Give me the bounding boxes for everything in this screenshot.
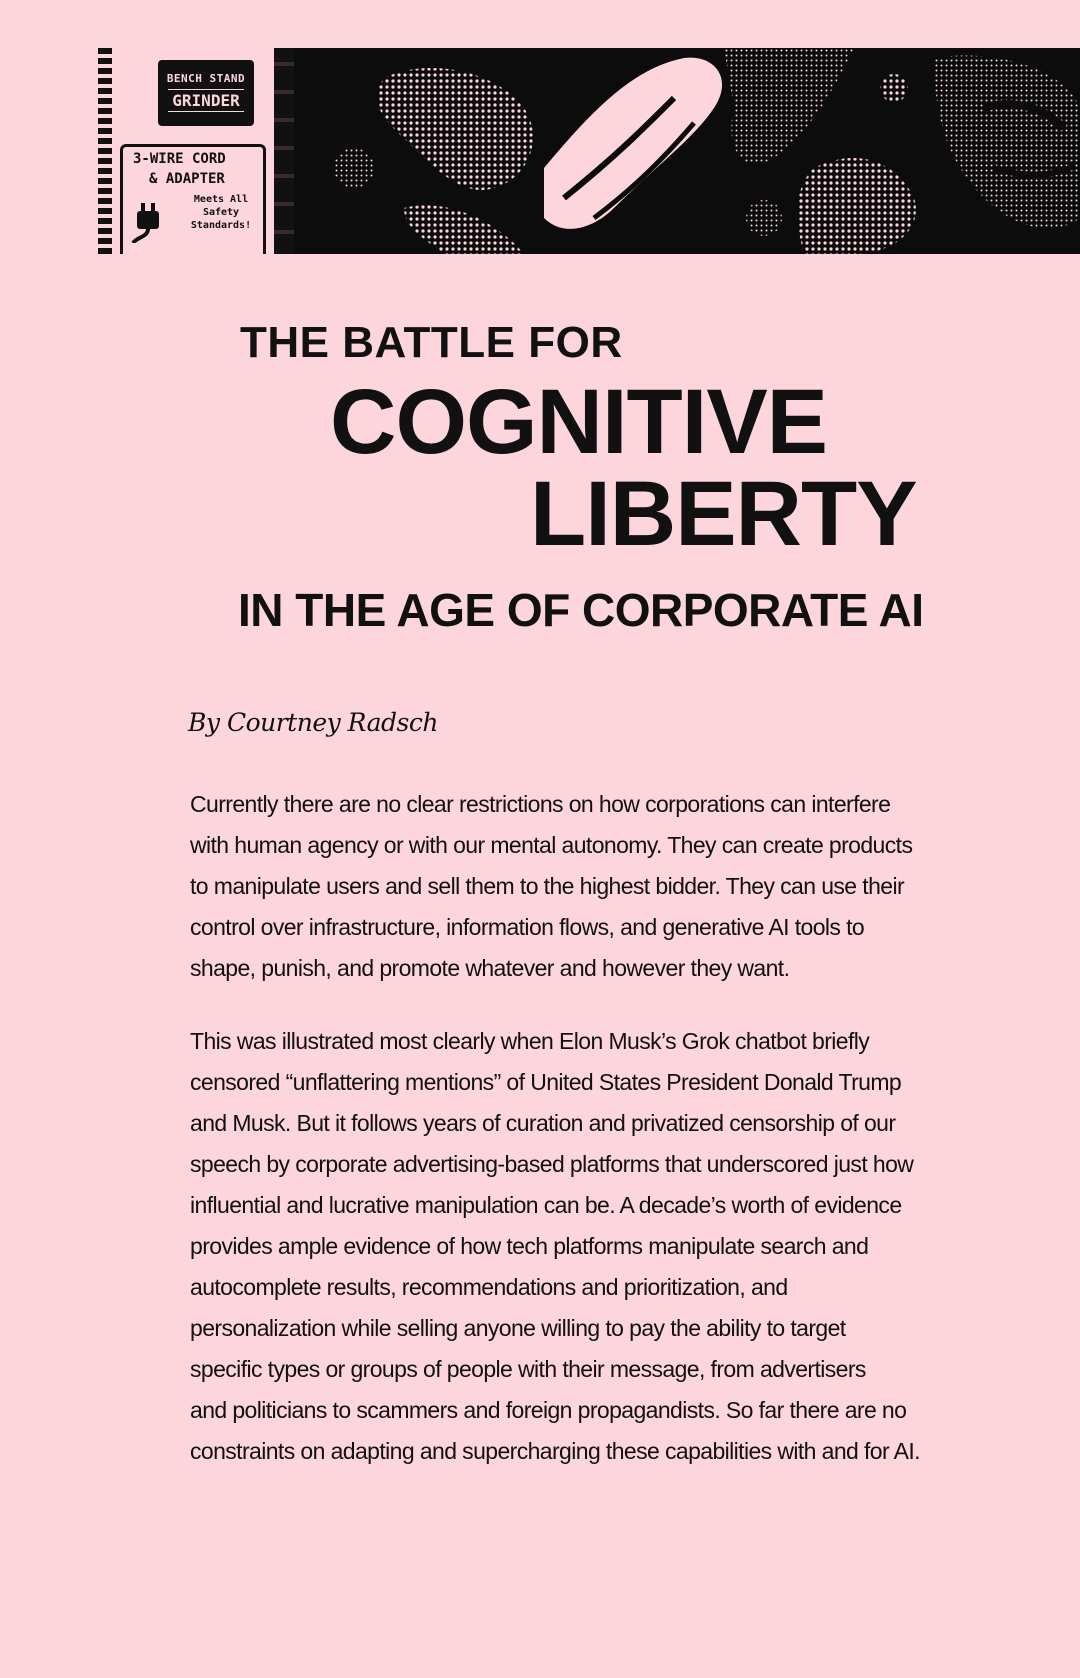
body-line: control over infrastructure, information flows, and generative AI tools to (190, 914, 865, 940)
body-line: influential and lucrative manipulation can be. A decade’s worth of evidence (190, 1192, 902, 1218)
ad-cord-line5: Standards! (190, 220, 252, 231)
body-line: speech by corporate advertising-based platforms that underscored just how (190, 1151, 914, 1177)
ad-tag-line1: BENCH STAND (166, 72, 246, 85)
byline: By Courtney Radsch (188, 708, 438, 737)
title-kicker: THE BATTLE FOR (240, 318, 623, 367)
title-main-word1: COGNITIVE (330, 371, 828, 473)
ad-cord-line3: Meets All (193, 194, 249, 205)
vintage-ad-clipping (98, 48, 294, 254)
ad-cord-safety (181, 193, 261, 232)
body-line: personalization while selling anyone willing to pay the ability to target (190, 1315, 846, 1341)
body-line: with human agency or with our mental autonomy. They can create products (190, 832, 913, 858)
body-line: This was illustrated most clearly when Elon Musk’s Grok chatbot briefly (190, 1028, 870, 1054)
body-line: to manipulate users and sell them to the highest bidder. They can use their (190, 873, 905, 899)
body-line: censored “unflattering mentions” of United States President Donald Trump (190, 1069, 902, 1095)
plug-icon (129, 197, 169, 243)
paragraph-1 (190, 784, 1020, 989)
body-line: and politicians to scammers and foreign propagandists. So far there are no (190, 1397, 907, 1423)
paragraph-2 (190, 1021, 1020, 1472)
ad-torn-edge (98, 48, 112, 254)
ad-cord-line1: 3-WIRE CORD (133, 151, 226, 167)
ad-cord-panel (120, 144, 266, 254)
ad-cord-line4: Safety (202, 207, 240, 218)
body-line: shape, punish, and promote whatever and however they want. (190, 955, 790, 981)
body-line: and Musk. But it follows years of curation and privatized censorship of our (190, 1110, 896, 1136)
body-line: Currently there are no clear restrictions on how corporations can interfere (190, 791, 891, 817)
halftone-photo-art (294, 48, 1080, 254)
ad-grinder-tag (158, 60, 254, 126)
body-line: provides ample evidence of how tech platforms manipulate search and (190, 1233, 869, 1259)
ad-tag-line2: GRINDER (168, 89, 243, 112)
halftone-photo (294, 48, 1080, 254)
header-collage (98, 48, 1080, 254)
ad-cord-line2: & ADAPTER (149, 171, 225, 187)
body-line: specific types or groups of people with their message, from advertisers (190, 1356, 866, 1382)
title-subline: IN THE AGE OF CORPORATE AI (238, 584, 924, 636)
body-line: autocomplete results, recommendations and prioritization, and (190, 1274, 788, 1300)
title-main-word2: LIBERTY (530, 463, 917, 565)
body-line: constraints on adapting and supercharging these capabilities with and for AI. (190, 1438, 920, 1464)
ad-divider-strip (274, 48, 294, 254)
article-body (190, 784, 1020, 1504)
